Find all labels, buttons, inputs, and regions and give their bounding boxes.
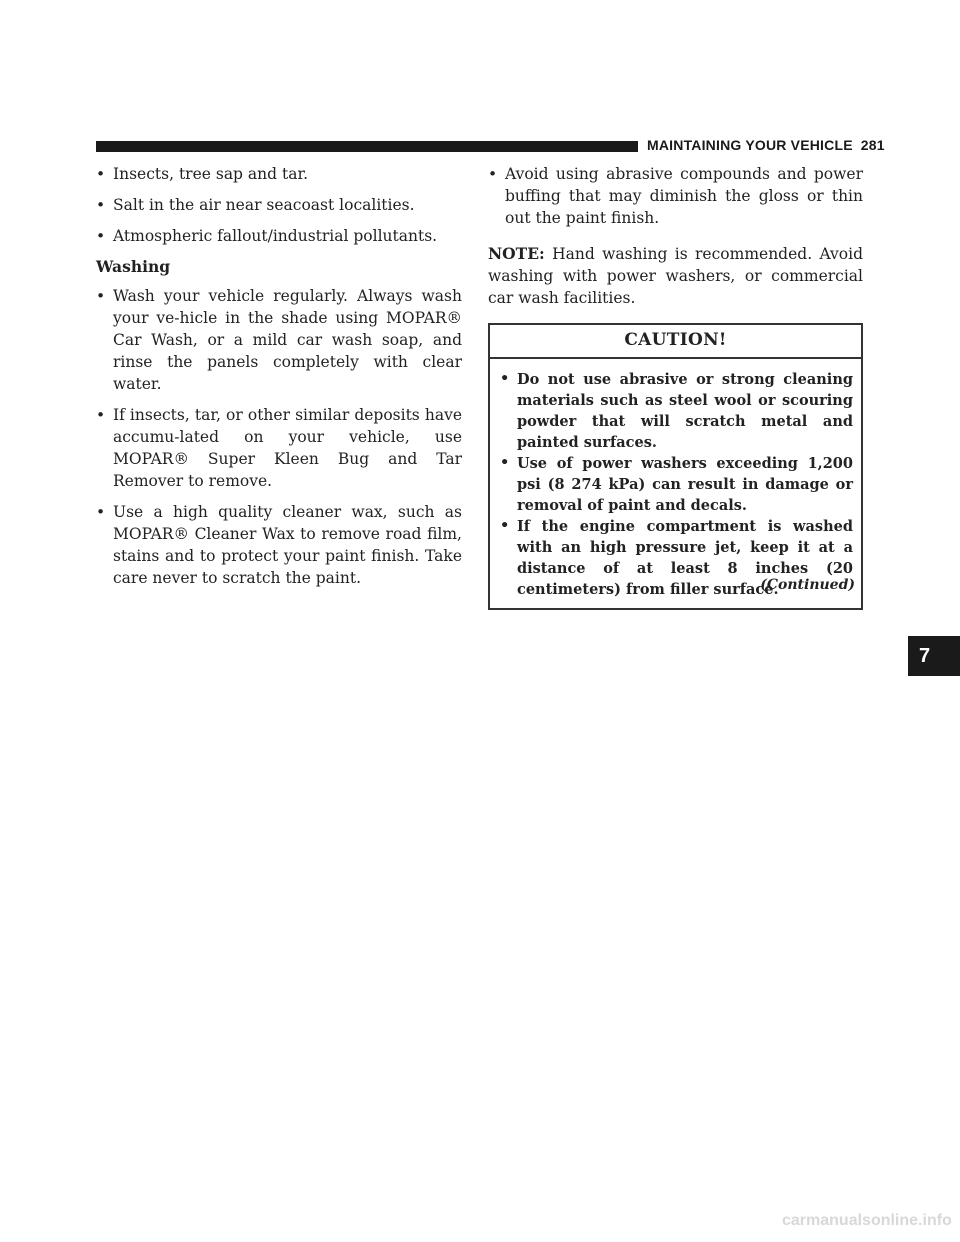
bullet-icon: • [500, 371, 510, 387]
note-label: NOTE: [488, 244, 545, 263]
list-item: • If the engine compartment is washed with an high pressure jet, keep it at a distance of at least 8 inches (20 centimeters) from filler surface. [500, 518, 853, 598]
bullet-icon: • [96, 196, 106, 214]
list-item: • If insects, tar, or other similar deposits have accumu-lated on your vehicle, use MOPAR® Super Kleen Bug and Tar Remover to remove. [96, 406, 462, 490]
bullet-icon: • [500, 455, 510, 471]
bullet-icon: • [96, 287, 106, 305]
continued-label: (Continued) [760, 577, 855, 593]
list-item: • Atmospheric fallout/industrial pollutants. [96, 227, 438, 245]
bullet-icon: • [500, 518, 510, 534]
section-title: MAINTAINING YOUR VEHICLE [647, 137, 853, 153]
running-header [647, 137, 885, 153]
left-column [96, 163, 462, 598]
list-item: • Use a high quality cleaner wax, such as MOPAR® Cleaner Wax to remove road film, stains and to protect your paint finish. Take care never to scratch the paint. [96, 503, 462, 587]
bullet-icon: • [96, 165, 106, 183]
list-item: • Avoid using abrasive compounds and power buffing that may diminish the gloss or thin out the paint finish. [488, 165, 863, 227]
list-item: • Wash your vehicle regularly. Always wash your ve-hicle in the shade using MOPAR® Car Wash, or a mild car wash soap, and rinse the panels completely with clear water. [96, 287, 462, 393]
bullet-icon: • [96, 227, 106, 245]
watermark: carmanualsonline.info [782, 1212, 952, 1229]
caution-title: CAUTION! [490, 325, 861, 359]
list-item: • Use of power washers exceeding 1,200 psi (8 274 kPa) can result in damage or removal of paint and decals. [500, 455, 853, 514]
section-heading: Washing [96, 257, 171, 276]
note-text: Hand washing is recommended. Avoid washing with power washers, or commercial car wash facilities. [488, 245, 863, 307]
caution-box [488, 323, 863, 610]
caution-body [490, 359, 861, 608]
header-rule [96, 141, 638, 152]
list-item: • Insects, tree sap and tar. [96, 165, 309, 183]
right-column [488, 163, 863, 610]
bullet-icon: • [96, 503, 106, 521]
list-item: • Salt in the air near seacoast localities. [96, 196, 415, 214]
note-paragraph [488, 243, 863, 309]
bullet-icon: • [488, 165, 498, 183]
bullet-icon: • [96, 406, 106, 424]
list-item: • Do not use abrasive or strong cleaning materials such as steel wool or scouring powder that will scratch metal and painted surfaces. [500, 371, 853, 451]
page-number: 281 [860, 137, 885, 153]
chapter-tab: 7 [908, 636, 960, 676]
